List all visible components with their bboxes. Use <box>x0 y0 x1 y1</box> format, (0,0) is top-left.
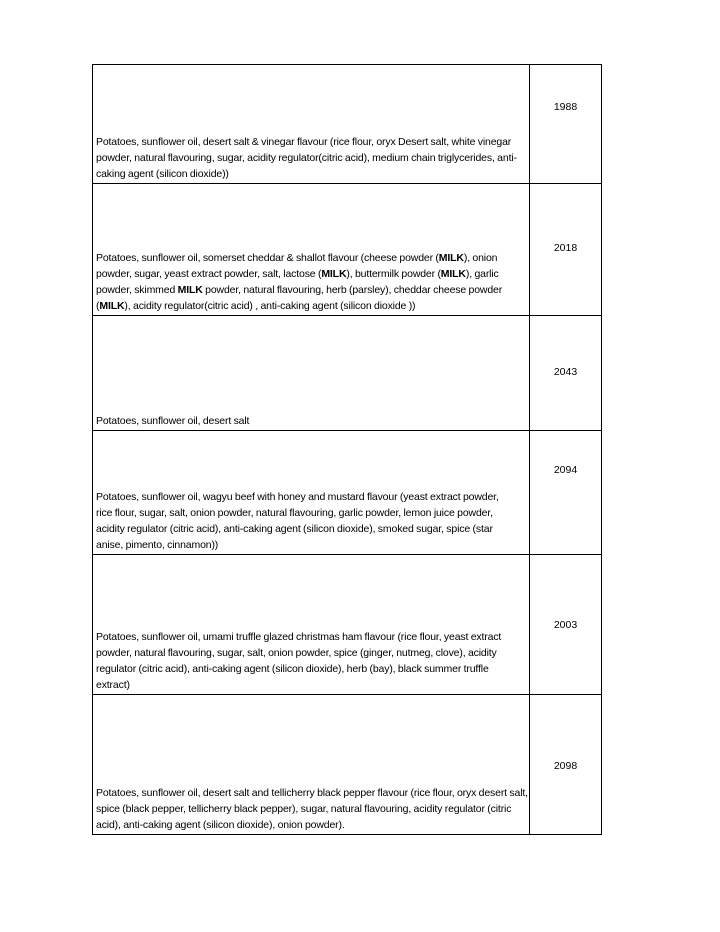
code-value: 1988 <box>553 101 578 113</box>
ingredients-text: Potatoes, sunflower oil, somerset cheddar & shallot flavour (cheese powder (MILK), onion powder, sugar, yeast extract powder, salt, lactose (MILK), buttermilk powder (MILK), garlic powder, skimmed MILK powder, natural flavouring, herb (parsley), cheddar cheese powder (MILK), acidity regulator(citric acid) , anti-caking agent (silicon dioxide )) <box>96 252 503 312</box>
ingredients-cell <box>93 695 530 835</box>
code-cell <box>530 316 602 431</box>
ingredients-text: Potatoes, sunflower oil, desert salt & vinegar flavour (rice flour, oryx Desert salt, white vinegar powder, natural flavouring, sugar, acidity regulator(citric acid), medium chain triglycerides, anti-caking agent (silicon dioxide)) <box>96 136 517 180</box>
ingredients-cell <box>93 65 530 184</box>
ingredients-text: Potatoes, sunflower oil, desert salt and tellicherry black pepper flavour (rice flour, oryx desert salt, spice (black pepper, tellicherry black pepper), sugar, natural flavouring, acidity regulator (citric acid), anti-caking agent (silicon dioxide), onion powder). <box>96 787 528 831</box>
code-value: 2098 <box>553 759 578 772</box>
code-cell <box>530 65 602 184</box>
table-row <box>93 555 602 695</box>
ingredients-cell <box>93 431 530 555</box>
code-value: 2094 <box>553 463 578 476</box>
code-value: 2043 <box>553 366 578 378</box>
ingredients-cell <box>93 184 530 316</box>
ingredients-cell <box>93 316 530 431</box>
table-row <box>93 431 602 555</box>
code-cell <box>530 431 602 555</box>
table-row <box>93 695 602 835</box>
ingredients-table <box>92 64 602 835</box>
code-value: 2003 <box>553 618 578 631</box>
code-cell <box>530 695 602 835</box>
code-cell <box>530 184 602 316</box>
ingredients-text: Potatoes, sunflower oil, umami truffle glazed christmas ham flavour (rice flour, yeast extract powder, natural flavouring, sugar, salt, onion powder, spice (ginger, nutmeg, clove), acidity regulator (citric acid), anti-caking agent (silicon dioxide), herb (bay), black summer truffle extract) <box>96 631 502 691</box>
ingredients-text: Potatoes, sunflower oil, desert salt <box>96 415 250 427</box>
code-value: 2018 <box>553 241 578 254</box>
table-row <box>93 316 602 431</box>
table-row <box>93 65 602 184</box>
ingredients-text: Potatoes, sunflower oil, wagyu beef with honey and mustard flavour (yeast extract powder, rice flour, sugar, salt, onion powder, natural flavouring, garlic powder, lemon juice powder, acidity regulator (citric acid), anti-caking agent (silicon dioxide), smoked sugar, spice (star anise, pimento, cinnamon)) <box>96 491 499 551</box>
table-row <box>93 184 602 316</box>
ingredients-cell <box>93 555 530 695</box>
code-cell <box>530 555 602 695</box>
